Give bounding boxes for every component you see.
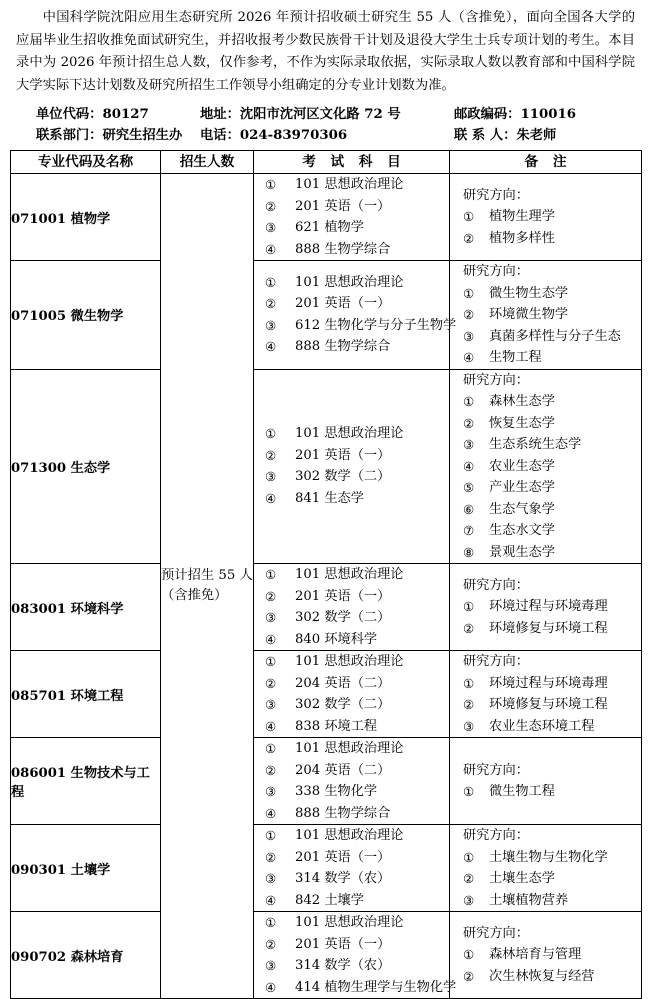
research-direction-item bbox=[450, 944, 641, 966]
subject-item bbox=[254, 466, 449, 488]
direction-marker: ① bbox=[463, 394, 475, 409]
subject-marker: ② bbox=[265, 296, 277, 312]
direction-text: 景观生态学 bbox=[489, 544, 555, 560]
postcode-value: 110016 bbox=[520, 107, 576, 122]
subjects-cell bbox=[254, 369, 450, 564]
subjects-cell bbox=[254, 261, 457, 370]
research-direction-label: 研究方向： bbox=[463, 828, 529, 843]
research-direction-item bbox=[450, 347, 641, 369]
subject-marker: ④ bbox=[265, 892, 277, 908]
subject-item bbox=[254, 217, 449, 239]
subject-item bbox=[254, 488, 449, 510]
subject-text: 338 生物化学 bbox=[295, 784, 378, 799]
remarks-cell bbox=[450, 651, 642, 738]
contact-block bbox=[10, 104, 641, 146]
subjects-cell bbox=[254, 651, 450, 738]
direction-text: 农业生态学 bbox=[489, 458, 555, 474]
subject-text: 101 思想政治理论 bbox=[295, 426, 404, 442]
subject-list bbox=[254, 272, 457, 358]
direction-text: 真菌多样性与分子生态 bbox=[489, 328, 621, 344]
direction-text: 次生林恢复与经营 bbox=[489, 968, 595, 984]
research-direction-item bbox=[450, 228, 641, 250]
remarks-cell bbox=[450, 369, 642, 564]
table-row bbox=[11, 912, 642, 999]
direction-marker: ① bbox=[463, 849, 475, 865]
subject-item bbox=[254, 760, 449, 782]
direction-marker: ② bbox=[463, 230, 475, 246]
remarks-cell bbox=[450, 261, 642, 370]
table-row bbox=[11, 651, 642, 738]
subject-marker: ③ bbox=[265, 220, 277, 235]
table-row bbox=[11, 369, 642, 564]
subject-text: 612 生物化学与分子生物学 bbox=[295, 317, 457, 333]
table-row bbox=[11, 261, 642, 370]
subject-marker: ④ bbox=[265, 718, 277, 734]
subject-item bbox=[254, 336, 449, 358]
direction-text: 环境微生物学 bbox=[489, 307, 569, 322]
subject-text: 888 生物学综合 bbox=[295, 339, 391, 355]
research-direction-label: 研究方向： bbox=[463, 264, 529, 279]
research-direction-item bbox=[450, 542, 641, 564]
direction-text: 环境修复与环境工程 bbox=[489, 697, 608, 712]
subject-marker: ① bbox=[265, 426, 277, 442]
major-cell: 086001 生物技术与工程 bbox=[11, 738, 161, 825]
direction-marker: ① bbox=[463, 947, 475, 963]
address-field bbox=[200, 104, 454, 125]
unit-code-field bbox=[36, 104, 200, 125]
contact-person-field bbox=[454, 125, 556, 146]
contact-row-2 bbox=[36, 125, 641, 146]
subjects-cell bbox=[254, 738, 450, 825]
direction-text: 农业生态环境工程 bbox=[489, 718, 595, 734]
direction-text: 产业生态学 bbox=[489, 480, 555, 495]
research-direction-item bbox=[450, 499, 641, 521]
subject-item bbox=[254, 977, 457, 999]
table-row bbox=[11, 738, 642, 825]
direction-marker: ① bbox=[463, 675, 475, 691]
contact-row-1 bbox=[36, 104, 641, 125]
direction-text: 森林培育与管理 bbox=[489, 947, 582, 963]
subject-item bbox=[254, 445, 449, 467]
subject-text: 302 数学（二） bbox=[295, 697, 391, 712]
subject-marker: ④ bbox=[265, 979, 277, 995]
research-direction-item bbox=[450, 391, 641, 413]
direction-marker: ② bbox=[463, 620, 475, 636]
direction-marker: ⑦ bbox=[463, 523, 475, 538]
subject-text: 888 生物学综合 bbox=[295, 805, 391, 821]
major-cell: 090702 森林培育 bbox=[11, 912, 161, 999]
research-direction-item bbox=[450, 326, 641, 348]
remarks-cell bbox=[450, 174, 642, 261]
research-direction-label: 研究方向： bbox=[463, 577, 529, 593]
research-direction-item bbox=[450, 434, 641, 456]
subject-text: 414 植物生理学与生物化学 bbox=[295, 979, 457, 995]
subject-marker: ① bbox=[265, 274, 277, 290]
subjects-cell bbox=[254, 912, 457, 999]
department-label: 联系部门： bbox=[36, 128, 103, 143]
direction-marker: ② bbox=[463, 307, 475, 322]
subject-item bbox=[254, 825, 449, 847]
direction-text: 森林生态学 bbox=[489, 394, 555, 409]
subject-marker: ③ bbox=[265, 784, 277, 799]
research-direction-item bbox=[450, 618, 641, 640]
subject-item bbox=[254, 196, 449, 218]
direction-text: 微生物生态学 bbox=[489, 285, 569, 301]
direction-text: 生态系统生态学 bbox=[489, 437, 582, 452]
enrollment-cell: 预计招生 55 人（含推免） bbox=[161, 174, 254, 999]
subject-text: 314 数学（农） bbox=[295, 871, 391, 886]
subject-text: 101 思想政治理论 bbox=[295, 567, 404, 582]
research-direction-list bbox=[450, 944, 641, 987]
subject-item bbox=[254, 272, 449, 294]
table-row bbox=[11, 825, 642, 912]
department-field bbox=[36, 125, 200, 146]
direction-marker: ① bbox=[463, 784, 475, 799]
subject-list bbox=[254, 174, 449, 260]
subject-item bbox=[254, 847, 449, 869]
major-cell: 090301 土壤学 bbox=[11, 825, 161, 912]
research-direction-list bbox=[450, 781, 641, 803]
subject-marker: ② bbox=[265, 447, 277, 463]
subject-text: 302 数学（二） bbox=[295, 610, 391, 625]
research-direction-list bbox=[450, 847, 641, 912]
remarks-cell bbox=[450, 912, 642, 999]
subject-item bbox=[254, 955, 449, 977]
direction-marker: ④ bbox=[463, 350, 475, 365]
contact-person-value: 朱老师 bbox=[516, 128, 557, 143]
research-direction-list bbox=[450, 673, 641, 738]
subject-marker: ② bbox=[265, 198, 277, 214]
subject-marker: ③ bbox=[265, 697, 277, 712]
table-body bbox=[11, 174, 642, 999]
subject-marker: ① bbox=[265, 177, 277, 192]
subject-text: 101 思想政治理论 bbox=[295, 177, 404, 192]
subject-item bbox=[254, 651, 449, 673]
subject-text: 101 思想政治理论 bbox=[295, 915, 404, 930]
direction-text: 生物工程 bbox=[489, 350, 542, 365]
subject-text: 841 生态学 bbox=[295, 490, 364, 506]
subject-item bbox=[254, 934, 449, 956]
subject-item bbox=[254, 890, 449, 912]
research-direction-label: 研究方向： bbox=[463, 762, 529, 778]
subject-text: 201 英语（一） bbox=[295, 936, 391, 952]
postcode-field bbox=[454, 104, 576, 125]
direction-marker: ③ bbox=[463, 718, 475, 734]
major-cell: 071300 生态学 bbox=[11, 369, 161, 564]
subject-item bbox=[254, 607, 449, 629]
subject-marker: ③ bbox=[265, 958, 277, 973]
address-label: 地址： bbox=[200, 107, 240, 122]
research-direction-label: 研究方向： bbox=[463, 372, 529, 388]
subject-item bbox=[254, 716, 449, 738]
subject-marker: ① bbox=[265, 828, 277, 843]
subject-text: 201 英语（一） bbox=[295, 296, 391, 312]
subject-text: 842 土壤学 bbox=[295, 892, 364, 908]
direction-text: 植物多样性 bbox=[489, 230, 555, 246]
subject-marker: ① bbox=[265, 654, 277, 669]
direction-marker: ② bbox=[463, 415, 475, 431]
subject-marker: ① bbox=[265, 567, 277, 582]
subject-list bbox=[254, 912, 457, 998]
direction-marker: ③ bbox=[463, 892, 475, 908]
subject-text: 840 环境科学 bbox=[295, 631, 378, 647]
unit-code-value: 80127 bbox=[102, 107, 149, 122]
subjects-cell bbox=[254, 564, 450, 651]
major-cell: 071001 植物学 bbox=[11, 174, 161, 261]
subject-item bbox=[254, 673, 449, 695]
subject-marker: ② bbox=[265, 936, 277, 952]
subject-marker: ④ bbox=[265, 805, 277, 821]
subject-text: 838 环境工程 bbox=[295, 718, 378, 734]
subject-text: 621 植物学 bbox=[295, 220, 364, 235]
subject-text: 302 数学（二） bbox=[295, 469, 391, 485]
direction-text: 环境修复与环境工程 bbox=[489, 620, 608, 636]
subject-text: 204 英语（二） bbox=[295, 675, 391, 691]
major-cell: 083001 环境科学 bbox=[11, 564, 161, 651]
research-direction-label: 研究方向： bbox=[463, 187, 529, 203]
direction-marker: ② bbox=[463, 871, 475, 886]
major-cell: 071005 微生物学 bbox=[11, 261, 161, 370]
research-direction-list bbox=[450, 596, 641, 639]
remarks-cell bbox=[450, 564, 642, 651]
subject-marker: ② bbox=[265, 849, 277, 865]
research-direction-list bbox=[450, 206, 641, 249]
research-direction-item bbox=[450, 206, 641, 228]
subject-item bbox=[254, 781, 449, 803]
subject-text: 101 思想政治理论 bbox=[295, 274, 404, 290]
subject-marker: ① bbox=[265, 741, 277, 756]
subject-item bbox=[254, 738, 449, 760]
subject-marker: ② bbox=[265, 762, 277, 778]
contact-person-label: 联 系 人： bbox=[454, 128, 517, 143]
subject-item bbox=[254, 586, 449, 608]
subject-marker: ③ bbox=[265, 317, 277, 333]
subject-list bbox=[254, 423, 449, 509]
direction-marker: ② bbox=[463, 968, 475, 984]
research-direction-item bbox=[450, 781, 641, 803]
subject-text: 201 英语（一） bbox=[295, 588, 391, 604]
subject-list bbox=[254, 738, 449, 824]
direction-text: 植物生理学 bbox=[489, 209, 555, 225]
research-direction-item bbox=[450, 456, 641, 478]
direction-text: 恢复生态学 bbox=[489, 415, 555, 431]
subject-marker: ③ bbox=[265, 610, 277, 625]
research-direction-item bbox=[450, 520, 641, 542]
remarks-cell bbox=[450, 825, 642, 912]
subject-item bbox=[254, 803, 449, 825]
subject-list bbox=[254, 564, 449, 650]
direction-text: 土壤生物与生物化学 bbox=[489, 849, 608, 865]
subject-marker: ④ bbox=[265, 490, 277, 506]
table-row bbox=[11, 174, 642, 261]
direction-text: 微生物工程 bbox=[489, 784, 555, 799]
header-remarks: 备 注 bbox=[450, 151, 642, 174]
subject-list bbox=[254, 825, 449, 911]
table-header-row bbox=[11, 151, 642, 174]
direction-marker: ③ bbox=[463, 328, 475, 344]
subject-marker: ④ bbox=[265, 631, 277, 647]
direction-text: 环境过程与环境毒理 bbox=[489, 599, 608, 615]
subject-text: 201 英语（一） bbox=[295, 447, 391, 463]
table-row bbox=[11, 564, 642, 651]
subject-marker: ③ bbox=[265, 469, 277, 485]
research-direction-list bbox=[450, 391, 641, 563]
direction-marker: ⑧ bbox=[463, 544, 475, 560]
research-direction-item bbox=[450, 868, 641, 890]
direction-marker: ② bbox=[463, 697, 475, 712]
subject-item bbox=[254, 629, 449, 651]
direction-marker: ⑤ bbox=[463, 480, 475, 495]
direction-marker: ③ bbox=[463, 437, 475, 452]
direction-text: 环境过程与环境毒理 bbox=[489, 675, 608, 691]
subject-text: 101 思想政治理论 bbox=[295, 654, 404, 669]
subject-item bbox=[254, 694, 449, 716]
subject-item bbox=[254, 868, 449, 890]
research-direction-item bbox=[450, 477, 641, 499]
header-subjects: 考 试 科 目 bbox=[254, 151, 450, 174]
subjects-cell bbox=[254, 825, 450, 912]
subject-marker: ② bbox=[265, 588, 277, 604]
header-enrollment: 招生人数 bbox=[161, 151, 254, 174]
research-direction-item bbox=[450, 966, 641, 988]
phone-value: 024-83970306 bbox=[239, 128, 348, 143]
subject-text: 201 英语（一） bbox=[295, 198, 391, 214]
subject-text: 888 生物学综合 bbox=[295, 241, 391, 257]
subject-text: 201 英语（一） bbox=[295, 849, 391, 865]
subject-item bbox=[254, 174, 449, 196]
research-direction-item bbox=[450, 694, 641, 716]
research-direction-item bbox=[450, 413, 641, 435]
research-direction-item bbox=[450, 847, 641, 869]
department-value: 研究生招生办 bbox=[102, 128, 183, 143]
research-direction-item bbox=[450, 890, 641, 912]
direction-text: 土壤生态学 bbox=[489, 871, 555, 886]
direction-text: 土壤植物营养 bbox=[489, 892, 569, 908]
direction-marker: ① bbox=[463, 209, 475, 225]
research-direction-item bbox=[450, 596, 641, 618]
intro-paragraph: 中国科学院沈阳应用生态研究所 2026 年预计招收硕士研究生 55 人（含推免），面向全国各大学的应届毕业生招收推免面试研究生，并招收报考少数民族骨干计划及退役大学生士兵专项计划的考生。本目录中为 2026 年预计招生总人数，仅作参考，不作为实际录取依据，实际录取人数以教育部和中国科学院大学实际下达计划数及研究所招生工作领导小组确定的分专业计划数为准。 bbox=[16, 10, 635, 93]
subject-item bbox=[254, 315, 457, 337]
research-direction-label: 研究方向： bbox=[463, 925, 529, 941]
phone-label: 电话： bbox=[200, 128, 240, 143]
phone-field bbox=[200, 125, 454, 146]
major-cell: 085701 环境工程 bbox=[11, 651, 161, 738]
subject-item bbox=[254, 423, 449, 445]
research-direction-item bbox=[450, 716, 641, 738]
subject-marker: ④ bbox=[265, 339, 277, 355]
direction-text: 生态水文学 bbox=[489, 523, 555, 538]
subject-text: 101 思想政治理论 bbox=[295, 741, 404, 756]
direction-marker: ④ bbox=[463, 458, 475, 474]
research-direction-item bbox=[450, 283, 641, 305]
postcode-label: 邮政编码： bbox=[454, 107, 521, 122]
subject-marker: ② bbox=[265, 675, 277, 691]
subject-item bbox=[254, 912, 449, 934]
unit-code-label: 单位代码： bbox=[36, 107, 103, 122]
remarks-cell bbox=[450, 738, 642, 825]
subjects-cell bbox=[254, 174, 450, 261]
subject-item bbox=[254, 293, 449, 315]
address-value: 沈阳市沈河区文化路 72 号 bbox=[239, 107, 401, 122]
direction-text: 生态气象学 bbox=[489, 501, 555, 517]
direction-marker: ① bbox=[463, 599, 475, 615]
research-direction-label: 研究方向： bbox=[463, 654, 529, 669]
direction-marker: ① bbox=[463, 285, 475, 301]
subject-text: 314 数学（农） bbox=[295, 958, 391, 973]
admissions-table bbox=[10, 150, 642, 999]
subject-marker: ③ bbox=[265, 871, 277, 886]
research-direction-item bbox=[450, 304, 641, 326]
subject-item bbox=[254, 239, 449, 261]
subject-list bbox=[254, 651, 449, 737]
subject-text: 204 英语（二） bbox=[295, 762, 391, 778]
subject-marker: ④ bbox=[265, 241, 277, 257]
subject-text: 101 思想政治理论 bbox=[295, 828, 404, 843]
research-direction-list bbox=[450, 283, 641, 369]
header-major: 专业代码及名称 bbox=[11, 151, 161, 174]
subject-item bbox=[254, 564, 449, 586]
subject-marker: ① bbox=[265, 915, 277, 930]
direction-marker: ⑥ bbox=[463, 501, 475, 517]
research-direction-item bbox=[450, 673, 641, 695]
